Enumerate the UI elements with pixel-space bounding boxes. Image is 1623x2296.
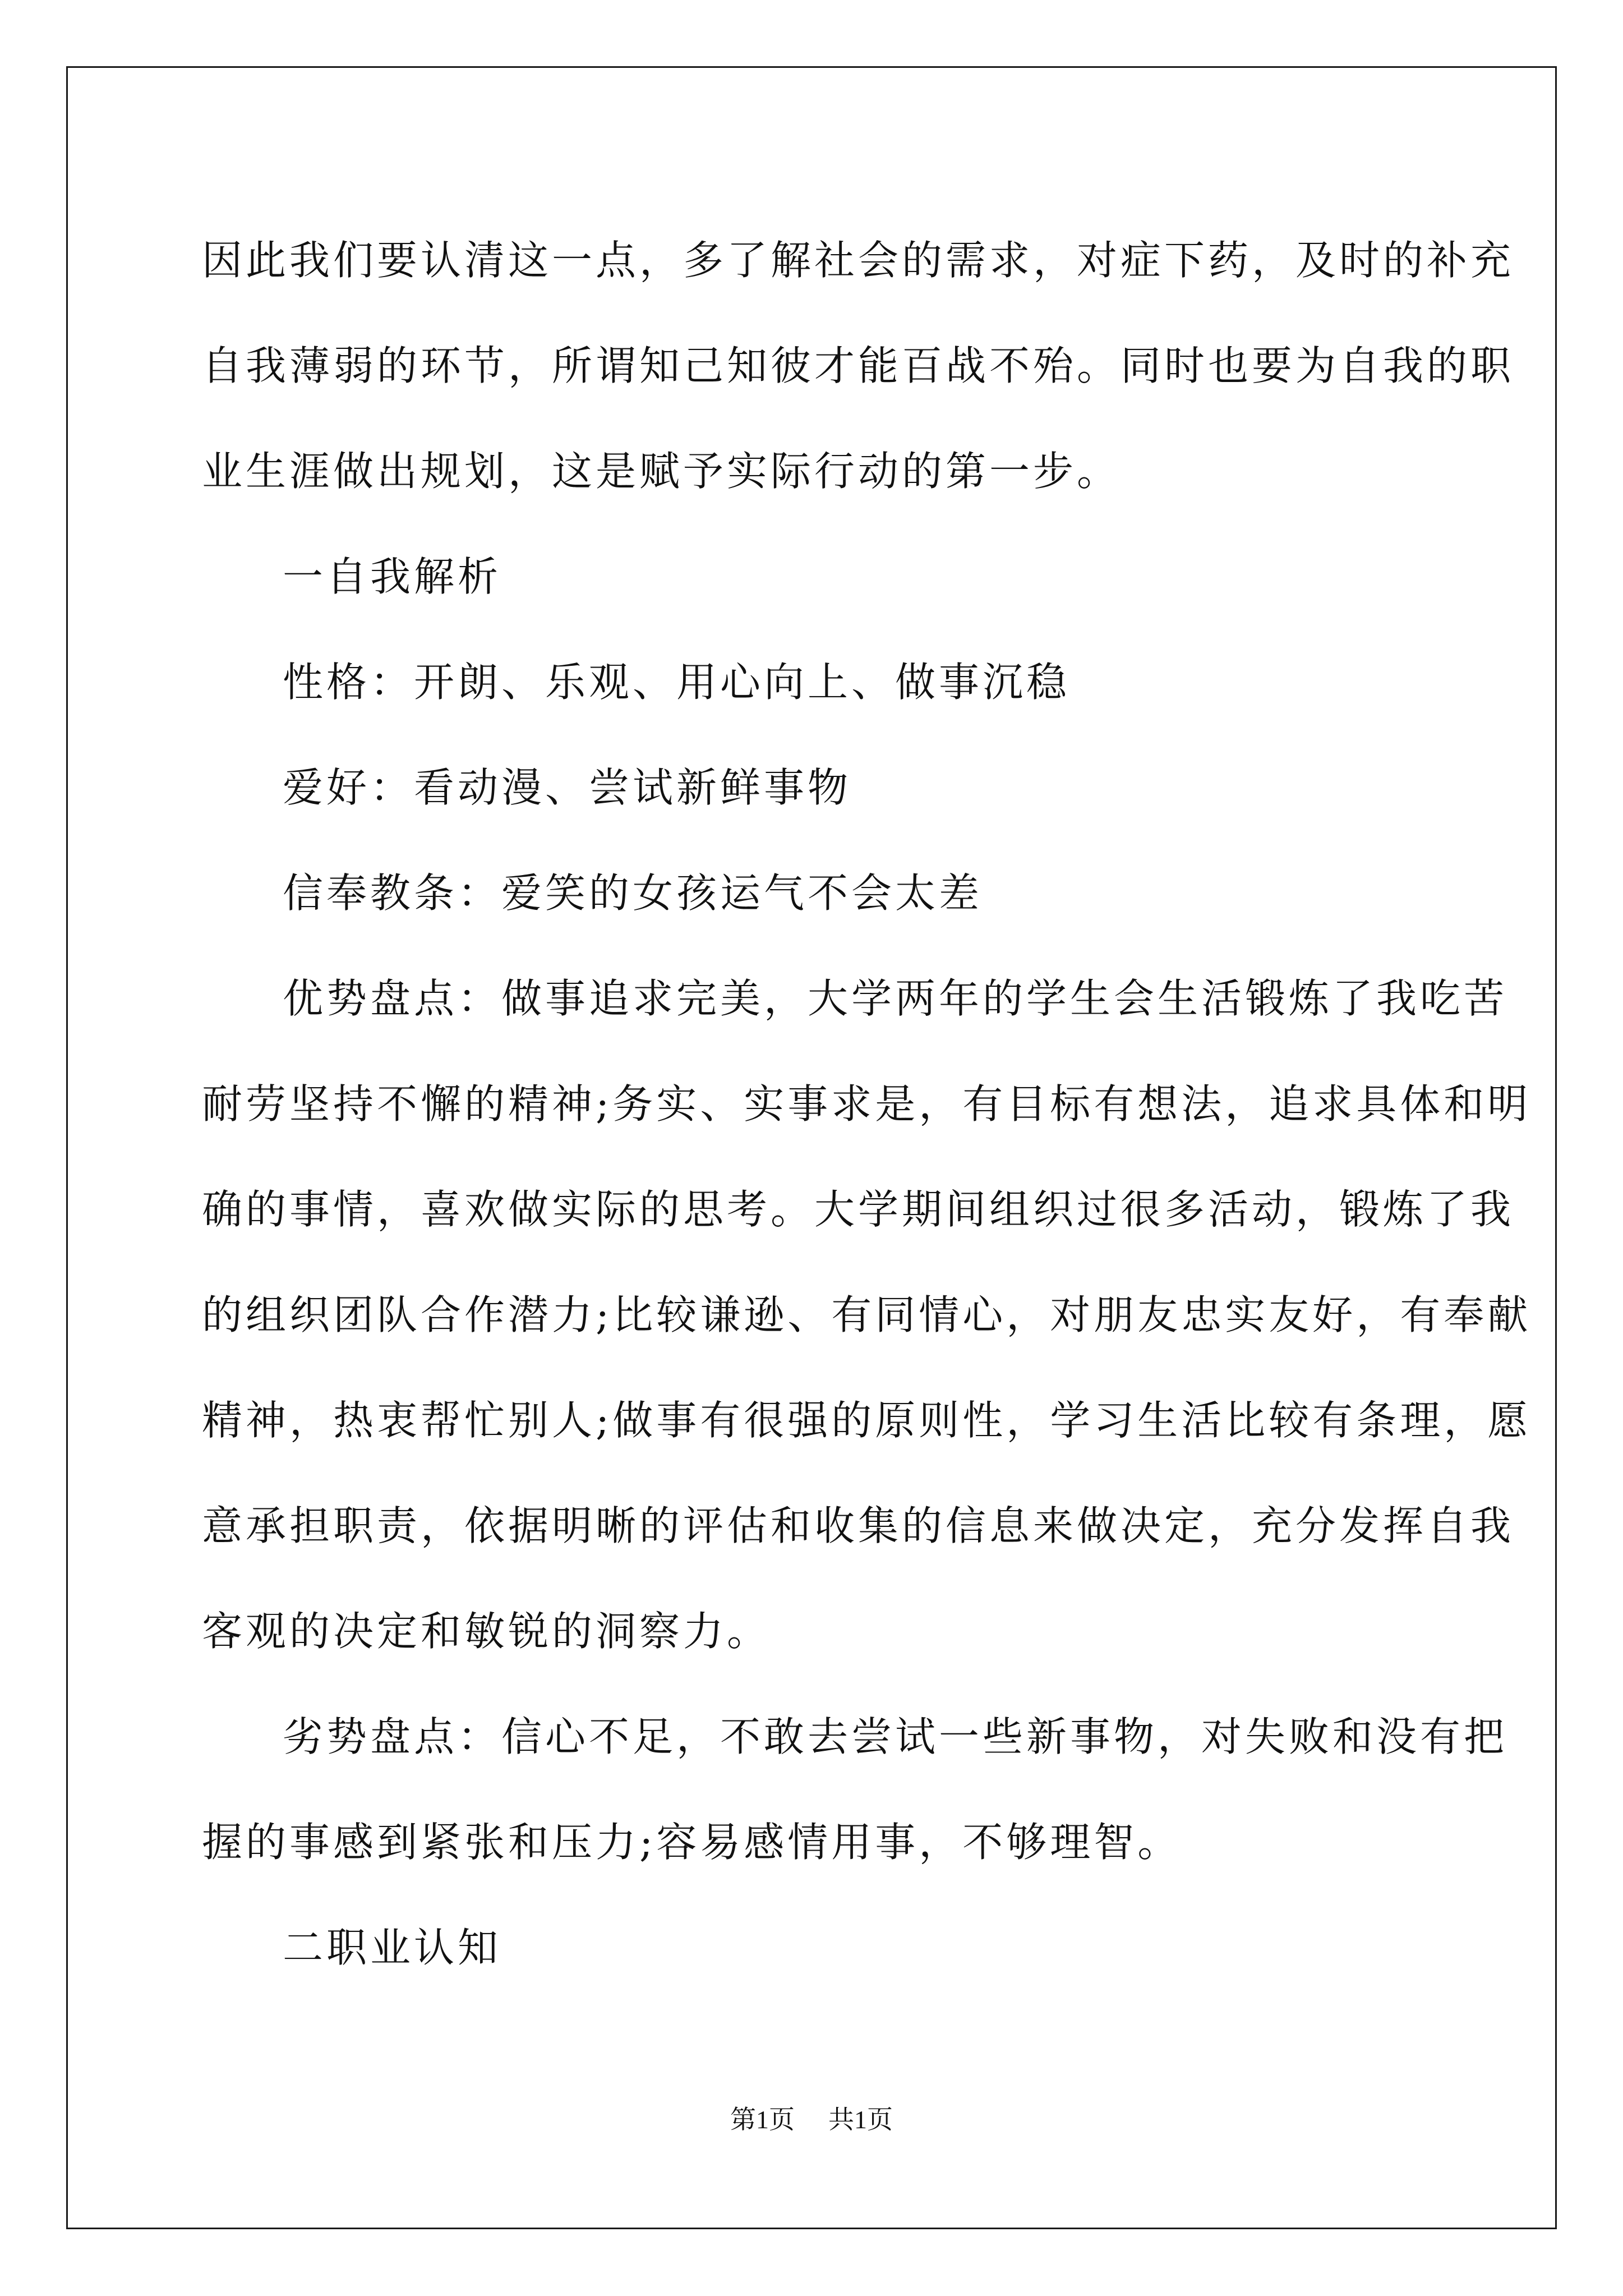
body-line: 劣势盘点：信心不足，不敢去尝试一些新事物，对失败和没有把 bbox=[283, 1713, 1508, 1760]
section-heading: 二职业认知 bbox=[283, 1924, 502, 1971]
document-body bbox=[202, 208, 1532, 2000]
body-line: 自我薄弱的环节，所谓知己知彼才能百战不殆。同时也要为自我的职 bbox=[202, 342, 1515, 389]
section-heading: 一自我解析 bbox=[283, 553, 502, 600]
body-line: 业生涯做出规划，这是赋予实际行动的第一步。 bbox=[202, 448, 1121, 495]
body-line: 耐劳坚持不懈的精神;务实、实事求是，有目标有想法，追求具体和明 bbox=[202, 1080, 1532, 1128]
page-number: 第1页 bbox=[730, 2105, 795, 2134]
body-line: 客观的决定和敏锐的洞察力。 bbox=[202, 1608, 771, 1655]
body-line: 信奉教条：爱笑的女孩运气不会太差 bbox=[283, 869, 983, 917]
page-footer bbox=[0, 2099, 1623, 2136]
body-line: 确的事情，喜欢做实际的思考。大学期间组织过很多活动，锻炼了我 bbox=[202, 1186, 1515, 1233]
body-line: 爱好：看动漫、尝试新鲜事物 bbox=[283, 764, 852, 811]
page-total: 共1页 bbox=[828, 2105, 893, 2134]
body-line: 握的事感到紧张和压力;容易感情用事，不够理智。 bbox=[202, 1819, 1182, 1866]
body-line: 因此我们要认清这一点，多了解社会的需求，对症下药，及时的补充 bbox=[202, 237, 1515, 284]
body-line: 优势盘点：做事追求完美，大学两年的学生会生活锻炼了我吃苦 bbox=[283, 975, 1508, 1022]
body-line: 的组织团队合作潜力;比较谦逊、有同情心，对朋友忠实友好，有奉献 bbox=[202, 1291, 1532, 1338]
body-line: 性格：开朗、乐观、用心向上、做事沉稳 bbox=[283, 659, 1071, 706]
body-line: 意承担职责，依据明晰的评估和收集的信息来做决定，充分发挥自我 bbox=[202, 1502, 1515, 1549]
body-line: 精神，热衷帮忙别人;做事有很强的原则性，学习生活比较有条理，愿 bbox=[202, 1397, 1532, 1444]
